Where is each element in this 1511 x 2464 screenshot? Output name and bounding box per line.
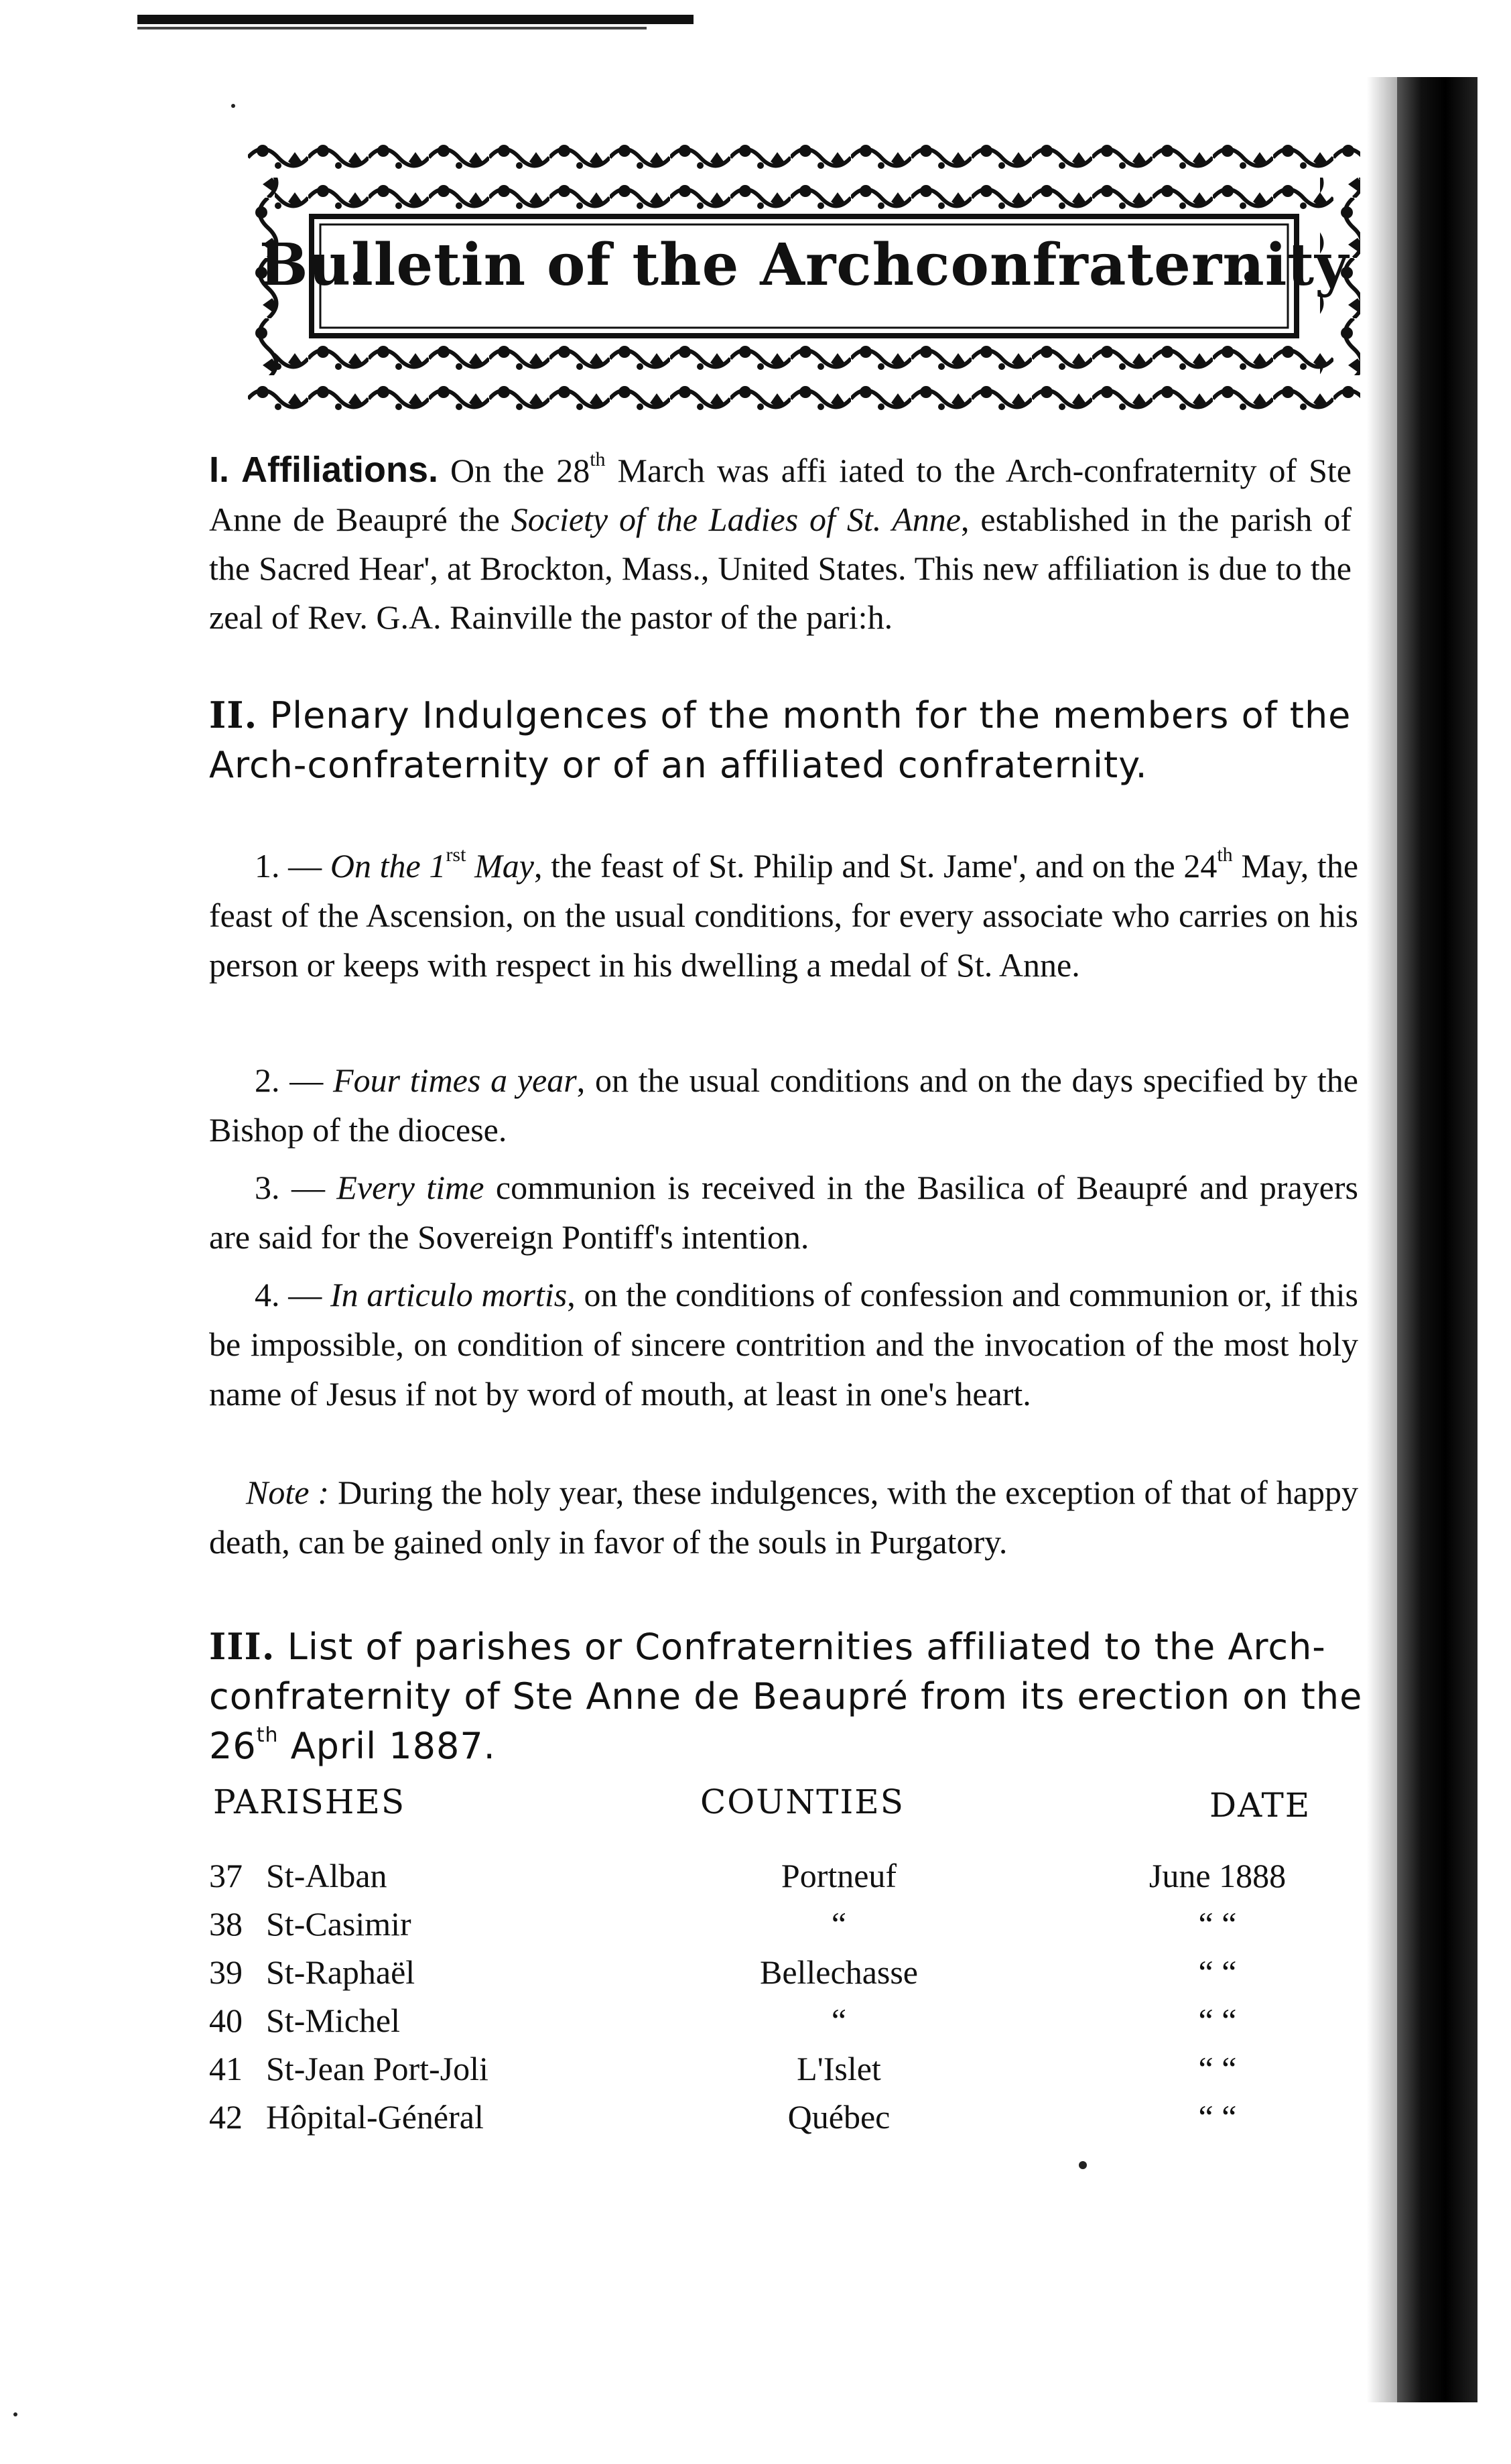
section-affiliations (209, 446, 1352, 642)
table-row (209, 1856, 1362, 1904)
item-1-text-a: , the feast of St. Philip and St. Jame', and on the 24 (533, 847, 1218, 885)
note-text: During the holy year, these indulgences, with the exception of that of happy death, can be gained only in favor of the souls in Purgatory. (209, 1474, 1358, 1561)
indulgence-item-1 (209, 841, 1358, 990)
section-3-heading-a: List of parishes or Confraternities affiliated to the Arch-confraternity of Ste Anne de Beaupré from its erection on the 26 (209, 1626, 1363, 1767)
section-1-text-c: , established in the parish of the Sacred Hear', at Brockton, Mass., United States. This new affiliation is due to the zeal of Rev. G.A. Rainville the pastor of the pari:h. (209, 501, 1352, 636)
row-county: Portneuf (781, 1857, 897, 1894)
section-3-heading-sup: th (256, 1724, 279, 1747)
section-3-number: III. (209, 1625, 275, 1668)
section-list-heading (209, 1622, 1365, 1771)
row-number: 42 (209, 2098, 243, 2136)
scan-edge-shadow (1397, 77, 1477, 2402)
row-number: 38 (209, 1905, 243, 1943)
row-date: “ “ (1198, 2098, 1237, 2136)
row-county: Bellechasse (759, 1953, 918, 1991)
item-3-text: communion is received in the Basilica of Beaupré and prayers are said for the Sovereign Pontiff's intention. (209, 1169, 1358, 1256)
scan-edge-fade (1367, 77, 1400, 2402)
item-3-lead: Every time (336, 1169, 484, 1206)
table-row (209, 2049, 1362, 2097)
section-indulgences-heading (209, 690, 1362, 790)
indulgence-note (209, 1468, 1358, 1567)
item-1-lead: On the 1 (330, 847, 446, 885)
item-2-num: 2. — (255, 1061, 324, 1099)
section-1-heading: Affiliations. (241, 450, 439, 490)
row-parish: St-Alban (266, 1857, 387, 1894)
row-county: “ (831, 2002, 847, 2039)
note-label: Note : (246, 1474, 330, 1511)
row-county: “ (831, 1905, 847, 1943)
item-1-lead2: May (466, 847, 534, 885)
society-name: Society of the Ladies of St. Anne (511, 501, 961, 538)
item-2-lead: Four times a year (333, 1061, 577, 1099)
row-parish: St-Raphaël (266, 1953, 415, 1991)
col-header-counties: COUNTIES (700, 1782, 905, 1821)
item-1-text-b: May, the feast of the Ascension, on the usual conditions, for every associate who carries on his person or keeps with respect in his dwelling a medal of St. Anne. (209, 847, 1359, 984)
row-number: 37 (209, 1857, 243, 1894)
item-4-lead: In articulo mortis (330, 1276, 568, 1313)
row-date: “ “ (1198, 2002, 1237, 2039)
item-1-lead-sup: rst (446, 844, 466, 866)
col-header-parishes: PARISHES (213, 1782, 406, 1821)
bulletin-title: Bulletin of the Archconfraternity (259, 231, 1350, 299)
row-parish: Hôpital-Général (266, 2098, 484, 2136)
row-number: 39 (209, 1953, 243, 1991)
section-1-number: I. (209, 450, 230, 490)
indulgence-item-2 (209, 1055, 1358, 1155)
top-rule (137, 15, 694, 24)
item-3-num: 3. — (255, 1169, 325, 1206)
section-1-text-a: On the 28 (438, 452, 590, 489)
col-header-date: DATE (1209, 1786, 1311, 1825)
row-county: Québec (787, 2098, 891, 2136)
table-row (209, 1904, 1362, 1953)
scan-speck (231, 104, 235, 108)
section-1-text-b: March was affi iated to the Arch-confraternity of Ste Anne de Beaupré the (209, 452, 1352, 538)
scan-speck (13, 2412, 17, 2416)
row-date: “ “ (1198, 1953, 1237, 1991)
section-2-heading: Plenary Indulgences of the month for the members of the Arch-confraternity or of an affiliated confraternity. (209, 694, 1352, 786)
section-1-date-sup: th (590, 448, 606, 471)
row-county: L'Islet (797, 2050, 881, 2087)
item-2-text: , on the usual conditions and on the days specified by the Bishop of the diocese. (209, 1061, 1359, 1149)
item-4-text: , on the conditions of confession and communion or, if this be impossible, on condition of sincere contrition and the invocation of the most holy name of Jesus if not by word of mouth, at least in one's heart. (209, 1276, 1359, 1413)
row-date: June 1888 (1148, 1857, 1287, 1894)
row-parish: St-Michel (266, 2002, 400, 2039)
table-row (209, 1953, 1362, 2001)
row-date: “ “ (1198, 2050, 1237, 2087)
section-3-heading-b: April 1887. (278, 1725, 496, 1767)
top-rule-thin (137, 27, 647, 29)
indulgence-item-3 (209, 1163, 1358, 1262)
item-4-num: 4. — (255, 1276, 322, 1313)
row-date: “ “ (1198, 1905, 1237, 1943)
row-parish: St-Jean Port-Joli (266, 2050, 488, 2087)
item-1-num: 1. — (255, 847, 322, 885)
row-parish: St-Casimir (266, 1905, 411, 1943)
scan-speck (1079, 2161, 1087, 2169)
row-number: 41 (209, 2050, 243, 2087)
indulgence-item-4 (209, 1270, 1358, 1419)
table-row (209, 2097, 1362, 2146)
row-number: 40 (209, 2002, 243, 2039)
item-1-text-sup: th (1217, 844, 1233, 866)
ornamental-header (248, 137, 1360, 419)
section-2-number: II. (209, 694, 258, 736)
table-row (209, 2001, 1362, 2049)
